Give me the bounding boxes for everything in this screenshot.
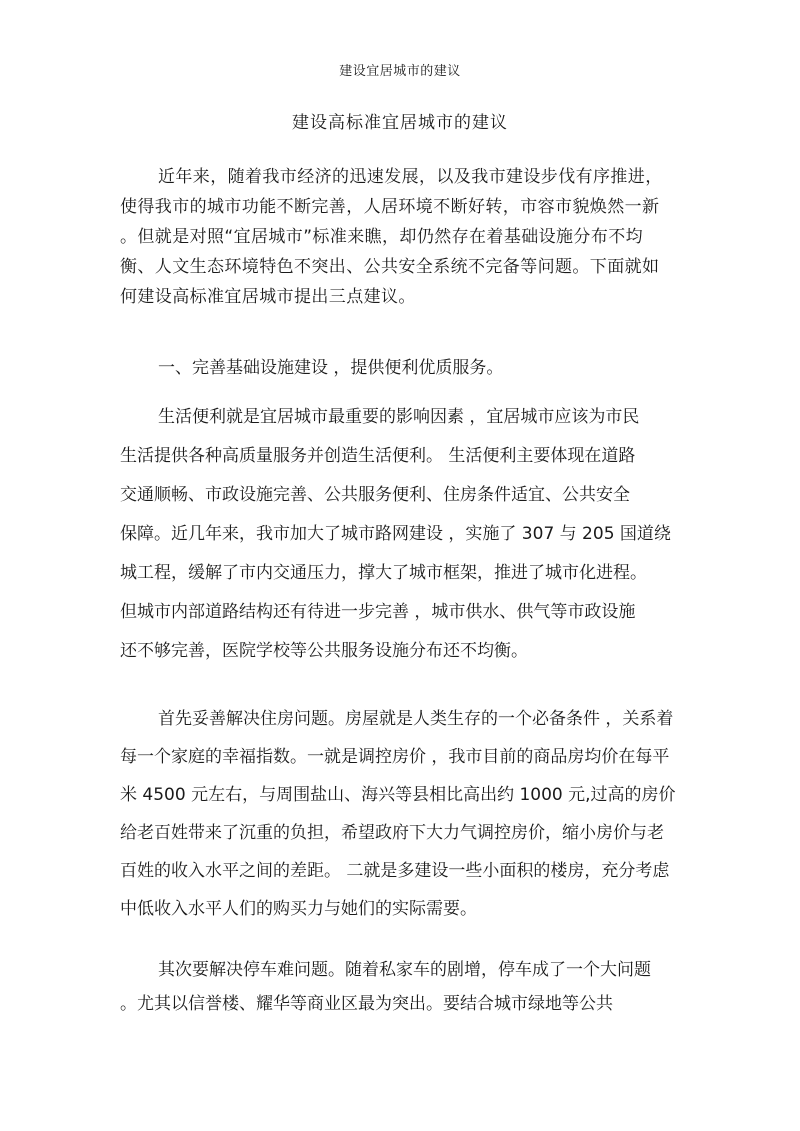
paragraph-line: 首先妥善解决住房问题。房屋就是人类生存的一个必备条件 ，关系着 <box>158 709 674 729</box>
paragraph-line: 使得我市的城市功能不断完善，人居环境不断好转，市容市貌焕然一新 <box>120 197 660 217</box>
paragraph-line: 城工程，缓解了市内交通压力，撑大了城市框架，推进了城市化进程。 <box>120 563 647 583</box>
paragraph-convenience <box>120 398 686 671</box>
paragraph-line: 保障。近几年来，我市加大了城市路网建设 ，实施了 307 与 205 国道绕 <box>120 524 671 544</box>
paragraph-line: 米 4500 元左右，与周围盐山、海兴等县相比高出约 1000 元,过高的房价 <box>120 785 676 805</box>
paragraph-line: 还不够完善，医院学校等公共服务设施分布还不均衡。 <box>120 641 528 661</box>
paragraph-line: 衡、人文生态环境特色不突出、公共安全系统不完备等问题。下面就如 <box>120 257 660 277</box>
paragraph-parking <box>120 953 686 1021</box>
paragraph-line: 其次要解决停车难问题。随着私家车的剧增，停车成了一个大问题 <box>158 960 651 980</box>
paragraph-line: 交通顺畅、市政设施完善、公共服务便利、住房条件适宜、公共安全 <box>120 485 630 505</box>
paragraph-line: 但城市内部道路结构还有待进一步完善 ，城市供水、供气等市政设施 <box>120 602 636 622</box>
paragraph-line: 何建设高标准宜居城市提出三点建议。 <box>120 287 416 307</box>
paragraph-line: 生活提供各种高质量服务并创造生活便利。 生活便利主要体现在道路 <box>120 446 636 466</box>
running-header: 建设宜居城市的建议 <box>339 64 461 79</box>
paragraph-line: 。尤其以信誉楼、耀华等商业区最为突出。要结合城市绿地等公共 <box>120 994 613 1014</box>
paragraph-line: 给老百姓带来了沉重的负担，希望政府下大力气调控房价，缩小房价与老 <box>120 823 664 843</box>
paragraph-line: 百姓的收入水平之间的差距。 二就是多建设一些小面积的楼房，充分考虑 <box>120 861 670 881</box>
paragraph-line: 生活便利就是宜居城市最重要的影响因素 ，宜居城市应该为市民 <box>158 407 640 427</box>
paragraph-line: 中低收入水平人们的购买力与她们的实际需要。 <box>120 899 477 919</box>
document-title: 建设高标准宜居城市的建议 <box>292 113 508 133</box>
paragraph-line: 近年来，随着我市经济的迅速发展，以及我市建设步伐有序推进， <box>158 167 663 187</box>
paragraph-line: 每一个家庭的幸福指数。一就是调控房价 ，我市目前的商品房均价在每平 <box>120 747 670 767</box>
paragraph-line: 。但就是对照“宜居城市”标准来瞧，却仍然存在着基础设施分布不均 <box>120 227 644 247</box>
paragraph-line: 一、完善基础设施建设 ，提供便利优质服务。 <box>158 358 504 378</box>
paragraph-intro <box>120 162 686 312</box>
paragraph-housing <box>120 700 686 928</box>
section-heading-1 <box>120 353 686 383</box>
